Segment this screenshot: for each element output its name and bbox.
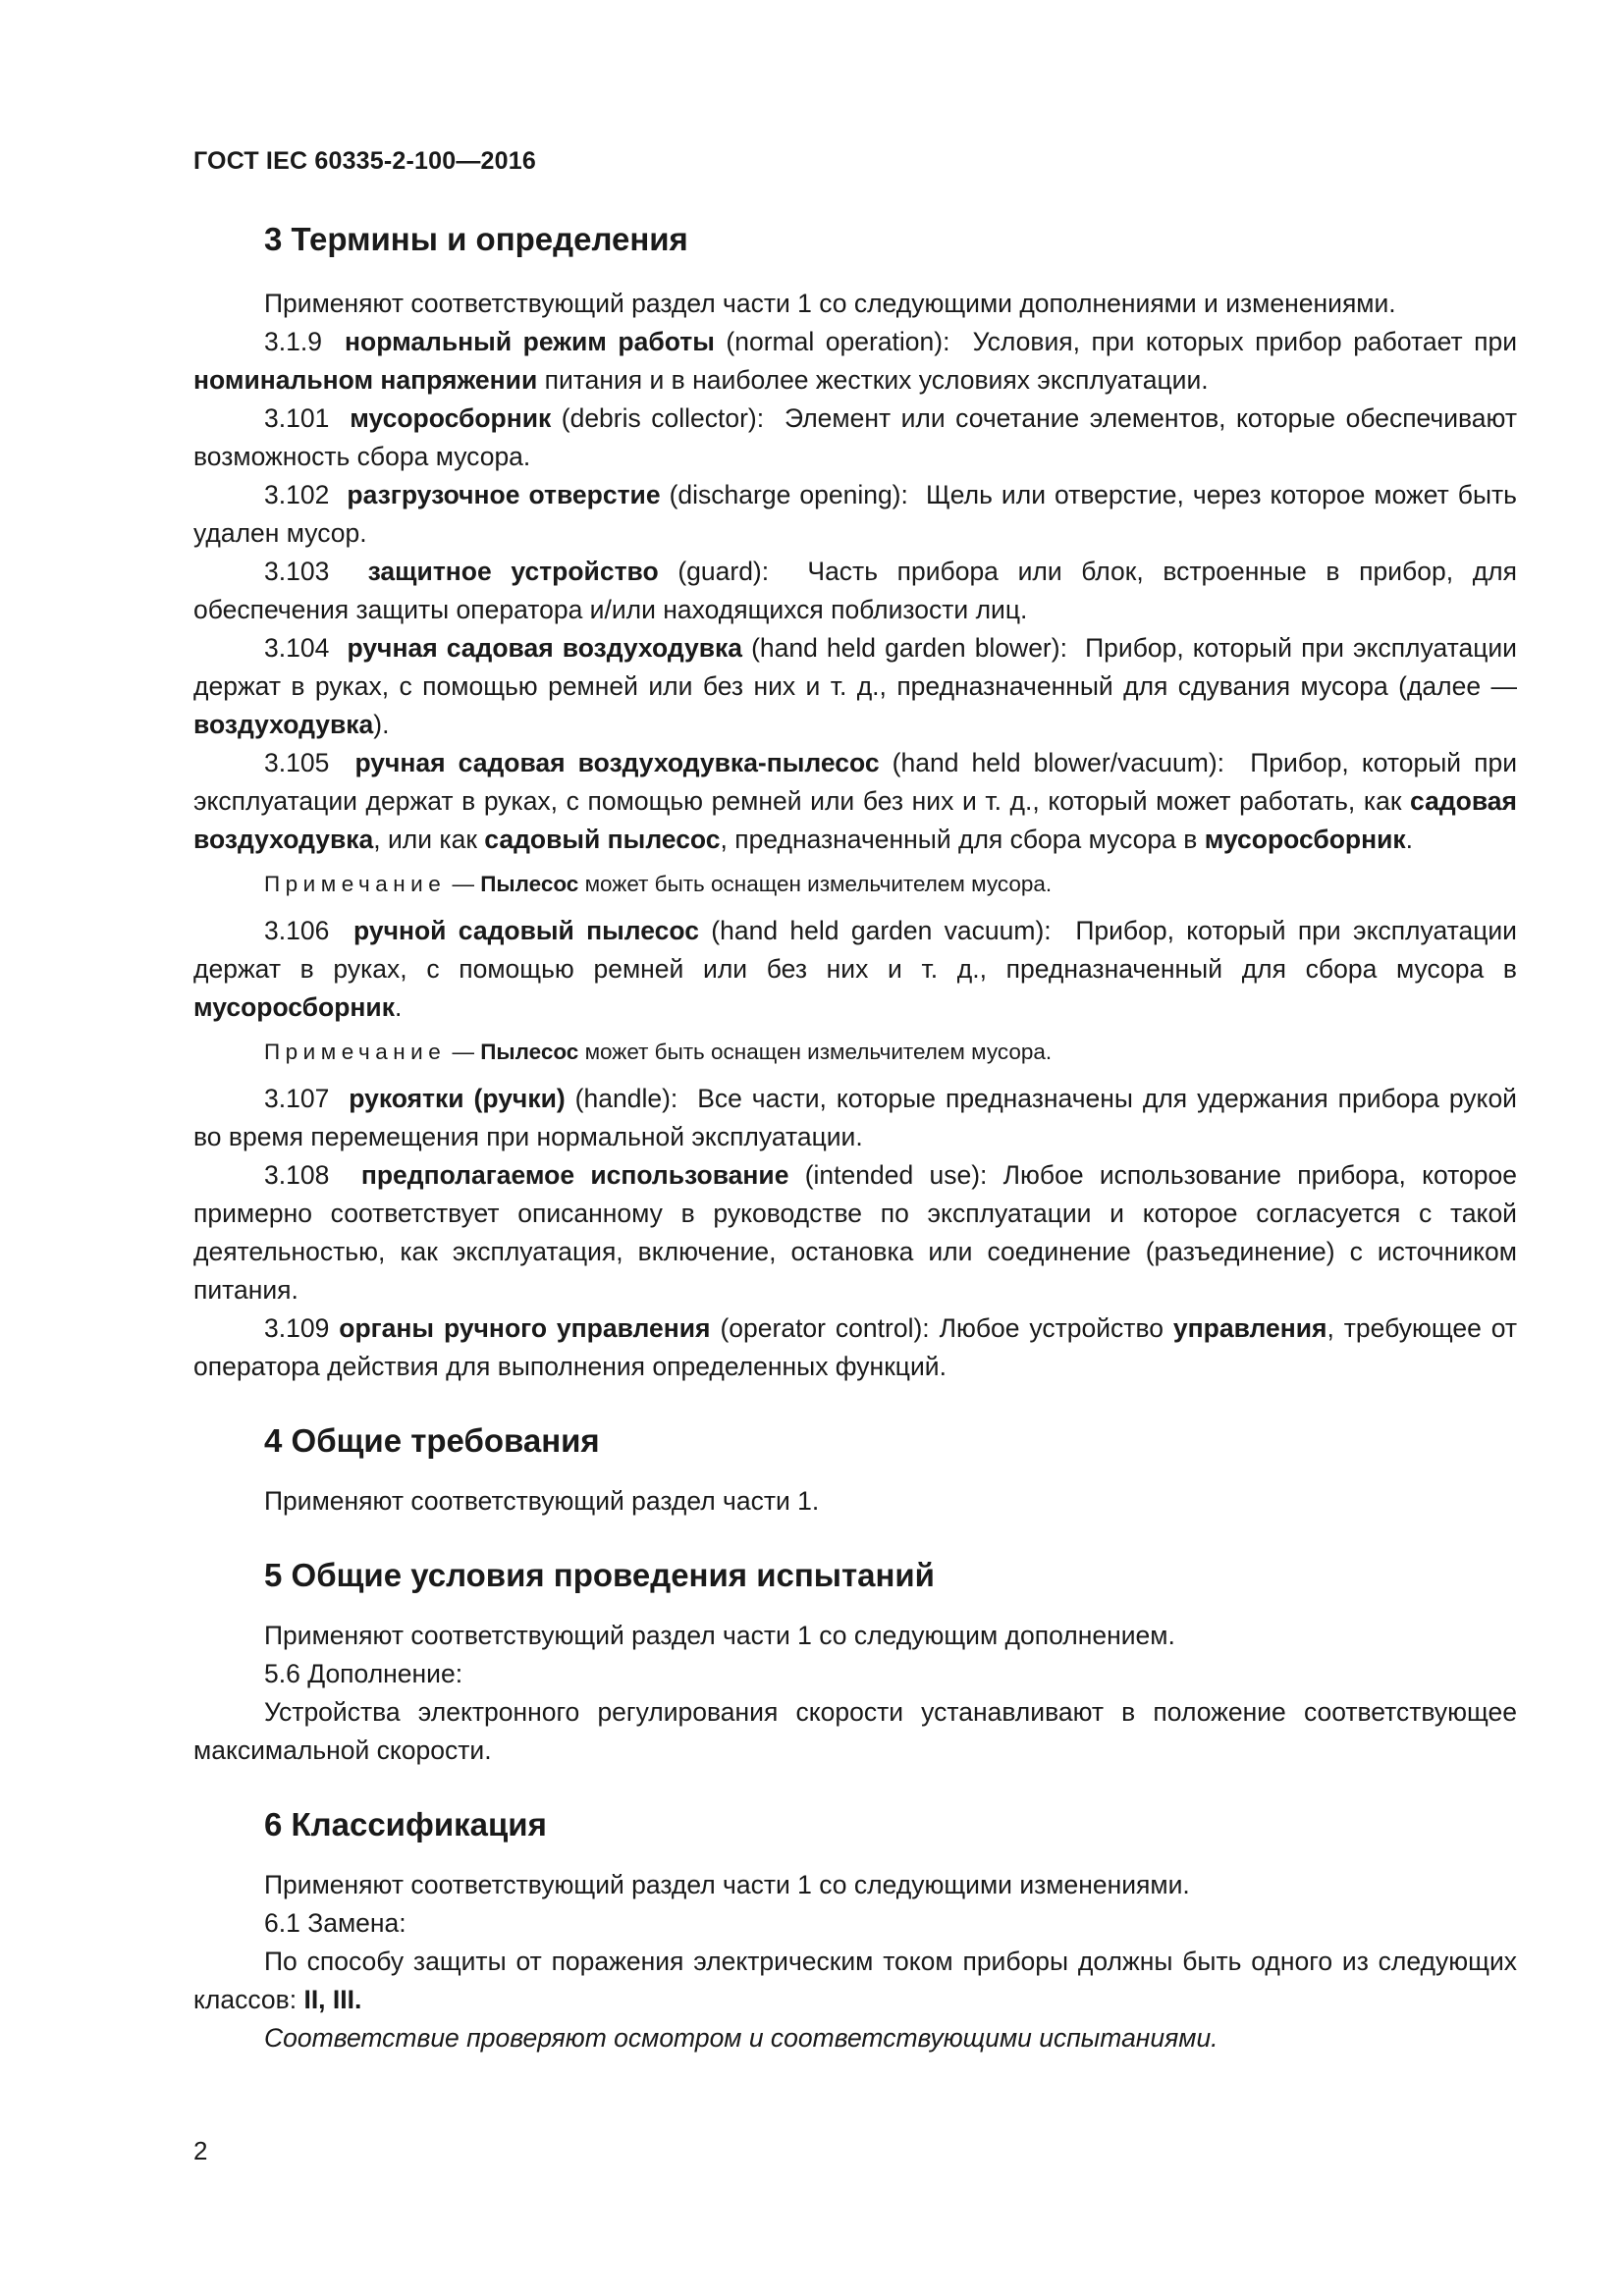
note-2 <box>193 1035 1517 1070</box>
note-dash: — <box>446 1040 481 1064</box>
section-4-header <box>193 1419 1517 1463</box>
term-number: 3.109 <box>264 1313 330 1343</box>
term-definition: Любое использование прибора, которое примерно соответствует описанному в руководстве по эксплуатации и которое согласуется с такой деятельностью, как эксплуатация, включение, остановка или соединение (разъединение) с источником питания. <box>193 1160 1517 1305</box>
term-english: (hand held garden blower): <box>751 633 1067 663</box>
term-ref-vacuum: садовый пылесос <box>484 825 721 854</box>
term-number: 3.1.9 <box>264 327 322 356</box>
term-name: защитное устройство <box>367 557 659 586</box>
section-6-header <box>193 1803 1517 1846</box>
term-3-102 <box>193 476 1517 553</box>
term-definition-part: , предназначенный для сбора мусора в <box>720 825 1198 854</box>
section-3-title: 3 Термины и определения <box>264 221 688 257</box>
section-6-text <box>193 1943 1517 2019</box>
term-number: 3.108 <box>264 1160 330 1190</box>
term-definition-bold: номинальном напряжении <box>193 365 538 395</box>
page-number: 2 <box>193 2136 208 2165</box>
term-3-108 <box>193 1156 1517 1309</box>
term-english: (guard): <box>677 557 770 586</box>
term-3-106 <box>193 912 1517 1027</box>
term-number: 3.103 <box>264 557 330 586</box>
section-5-intro: Применяют соответствующий раздел части 1 со следующим дополнением. <box>264 1621 1175 1650</box>
term-english: (intended use): <box>804 1160 988 1190</box>
term-definition: Прибор, который при эксплуатации держат в руках, с помощью ремней или без них и т. д., предназначенный для сбора мусора в <box>193 916 1517 984</box>
term-number: 3.106 <box>264 916 330 945</box>
term-definition: Часть прибора или блок, встроенные в прибор, для обеспечения защиты оператора и/или находящихся поблизости лиц. <box>193 557 1517 624</box>
term-ref-collector: мусоросборник <box>1204 825 1406 854</box>
term-definition: Любое устройство <box>939 1313 1164 1343</box>
section-5-text: Устройства электронного регулирования скорости устанавливают в положение соответствующее максимальной скорости. <box>193 1697 1517 1765</box>
term-english: (discharge opening): <box>669 480 908 509</box>
note-dash: — <box>446 872 481 896</box>
term-english: (debris collector): <box>561 403 765 433</box>
section-6-classes: II, III. <box>303 1985 362 2014</box>
term-english: (operator control): <box>720 1313 930 1343</box>
term-ref-blower: садовая воздуходувка <box>193 786 1517 854</box>
section-6-subclause: 6.1 Замена: <box>264 1908 406 1938</box>
term-number: 3.102 <box>264 480 330 509</box>
term-name: разгрузочное отверстие <box>347 480 661 509</box>
term-number: 3.105 <box>264 748 330 777</box>
term-english: (normal operation): <box>726 327 950 356</box>
term-definition-end: ). <box>373 710 390 739</box>
section-4-title: 4 Общие требования <box>264 1422 600 1459</box>
term-name: ручная садовая воздуходувка <box>347 633 742 663</box>
term-name: предполагаемое использование <box>360 1160 789 1190</box>
term-name: нормальный режим работы <box>345 327 715 356</box>
term-definition: Условия, при которых прибор работает при <box>972 327 1518 356</box>
term-name: ручная садовая воздуходувка-пылесос <box>354 748 880 777</box>
section-5-title: 5 Общие условия проведения испытаний <box>264 1557 935 1593</box>
term-definition: Элемент или сочетание элементов, которые обеспечивают возможность сбора мусора. <box>193 403 1517 471</box>
note-bold: Пылесос <box>480 872 579 896</box>
term-number: 3.101 <box>264 403 330 433</box>
term-definition: Все части, которые предназначены для удержания прибора рукой во время перемещения при нормальной эксплуатации. <box>193 1084 1517 1151</box>
term-definition-end: питания и в наиболее жестких условиях эксплуатации. <box>544 365 1209 395</box>
term-3-1-9 <box>193 323 1517 400</box>
section-6-compliance-check: Соответствие проверяют осмотром и соответствующими испытаниями. <box>264 2023 1218 2053</box>
term-name: мусоросборник <box>350 403 552 433</box>
section-5-header <box>193 1554 1517 1597</box>
term-ref-control: управления <box>1172 1313 1327 1343</box>
term-number: 3.104 <box>264 633 330 663</box>
term-3-101 <box>193 400 1517 476</box>
section-6-intro: Применяют соответствующий раздел части 1 со следующими изменениями. <box>264 1870 1190 1899</box>
term-definition-end: , требующее от оператора действия для выполнения определенных функций. <box>193 1313 1518 1381</box>
term-definition-part: , или как <box>373 825 477 854</box>
term-3-104 <box>193 629 1517 744</box>
section-4-text: Применяют соответствующий раздел части 1. <box>264 1486 820 1516</box>
term-number: 3.107 <box>264 1084 330 1113</box>
term-english: (hand held garden vacuum): <box>711 916 1052 945</box>
term-definition: Прибор, который при эксплуатации держат в руках, с помощью ремней или без них и т. д., предназначенный для сдувания мусора (далее — <box>193 633 1517 701</box>
term-short-name: воздуходувка <box>193 710 374 739</box>
page-content <box>193 218 1517 2057</box>
term-3-103 <box>193 553 1517 629</box>
standard-code: ГОСТ IEC 60335-2-100—2016 <box>193 147 536 175</box>
term-name: рукоятки (ручки) <box>349 1084 566 1113</box>
term-3-109 <box>193 1309 1517 1386</box>
term-name: ручной садовый пылесос <box>353 916 699 945</box>
term-3-105 <box>193 744 1517 859</box>
term-definition-end: . <box>1405 825 1414 854</box>
section-5-subclause: 5.6 Дополнение: <box>264 1659 463 1688</box>
term-ref-collector: мусоросборник <box>193 992 395 1022</box>
note-bold: Пылесос <box>480 1040 579 1064</box>
term-definition: Щель или отверстие, через которое может быть удален мусор. <box>193 480 1517 548</box>
note-1 <box>193 867 1517 902</box>
note-label: Примечание <box>264 872 447 896</box>
note-text: может быть оснащен измельчителем мусора. <box>578 1040 1053 1064</box>
term-name: органы ручного управления <box>339 1313 711 1343</box>
term-3-107 <box>193 1080 1517 1156</box>
term-definition: Прибор, который при эксплуатации держат в руках, с помощью ремней или без них и т. д., который может работать, как <box>193 748 1518 816</box>
section-6-title: 6 Классификация <box>264 1806 547 1842</box>
section-3-intro: Применяют соответствующий раздел части 1 со следующими дополнениями и изменениями. <box>264 289 1396 318</box>
note-text: может быть оснащен измельчителем мусора. <box>578 872 1053 896</box>
term-english: (hand held blower/vacuum): <box>892 748 1225 777</box>
note-label: Примечание <box>264 1040 447 1064</box>
term-english: (handle): <box>574 1084 678 1113</box>
term-definition-end: . <box>394 992 403 1022</box>
section-6-text-body: По способу защиты от поражения электрическим током приборы должны быть одного из следующих классов: <box>193 1947 1517 2014</box>
